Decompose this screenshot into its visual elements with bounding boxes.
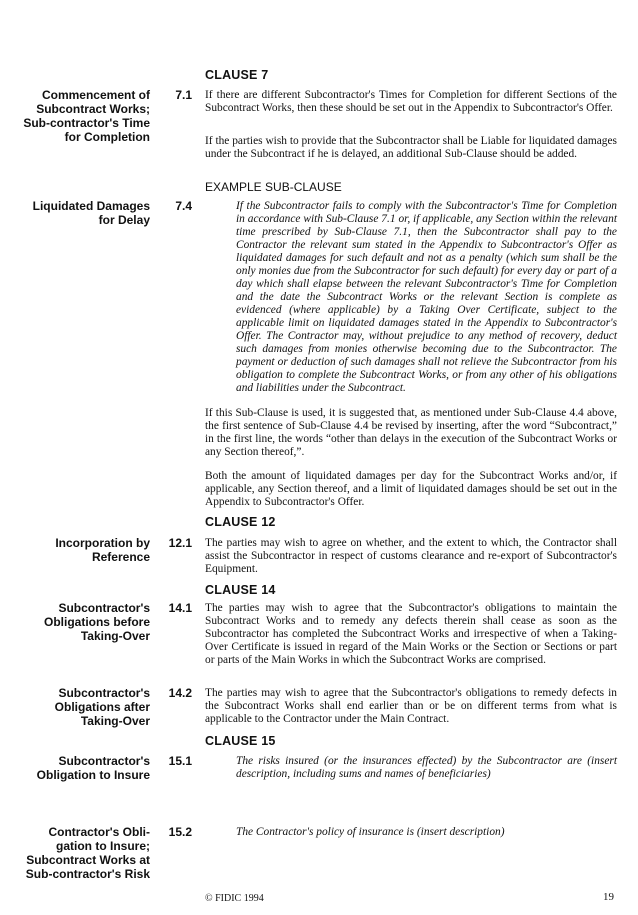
side-heading-commencement: Commencement of Subcontract Works; Sub-contractor's Time for Completion bbox=[23, 88, 150, 144]
sub-clause-number-12-1: 12.1 bbox=[168, 536, 192, 550]
clause-12-heading: CLAUSE 12 bbox=[205, 515, 276, 529]
clause-7-heading: CLAUSE 7 bbox=[205, 68, 269, 82]
example-sub-clause-heading: EXAMPLE SUB-CLAUSE bbox=[205, 180, 342, 194]
side-heading-liquidated-damages: Liquidated Damages for Delay bbox=[32, 199, 150, 227]
clause-15-2-text: The Contractor's policy of insurance is (insert description) bbox=[236, 826, 505, 838]
clause-7-1-paragraph-2: If the parties wish to provide that the Subcontractor shall be Liable for liquidated damages under the Subcontract if he is delayed, an additional Sub-Clause should be added. bbox=[205, 135, 617, 160]
side-heading-obligations-after: Subcontractor's Obligations after Taking-Over bbox=[54, 686, 150, 728]
sub-clause-number-15-1: 15.1 bbox=[168, 754, 192, 768]
sub-clause-number-14-1: 14.1 bbox=[168, 601, 192, 615]
clause-7-1-paragraph-1: If there are different Subcontractor's Times for Completion for different Sections of the Subcontract Works, then these should be set out in the Appendix to Subcontractor's Offer. bbox=[205, 89, 617, 114]
side-heading-obligations-before: Subcontractor's Obligations before Taking-Over bbox=[43, 601, 150, 643]
sub-clause-number-14-2: 14.2 bbox=[168, 686, 192, 700]
side-heading-obligation-to-insure: Subcontractor's Obligation to Insure bbox=[36, 754, 150, 782]
clause-15-1-text: The risks insured (or the insurances effected) by the Subcontractor are (insert description, including sums and names of beneficiaries) bbox=[236, 755, 617, 780]
example-sub-clause-text: If the Subcontractor fails to comply with the Subcontractor's Time for Completion in accordance with Sub-Clause 7.1 or, if applicable, any Section within the relevant time prescribed by Sub-Clause 7.1, then the Subcontractor shall pay to the Contractor the relevant sum stated in the Appendix to Subcontractor's Offer as liquidated damages for such default and not as a penalty (which sum shall be the only monies due from the Subcontractor for such default) for every day or part of a day which shall elapse between the relevant Subcontractor's Time for Completion and the date the Subcontract Works or the relevant Section is complete as evidenced (where applicable) by a Taking Over Certificate, subject to the applicable limit on liquidated damages stated in the Appendix to Subcontractor's Offer. The Contractor may, without prejudice to any method of recovery, deduct such damages from monies otherwise becoming due to the Subcontractor. The payment or deduction of such damages shall not relieve the Subcontractor from his obligation to complete the Subcontract Works, or from any other of his obligations and liabilities under the Subcontract. bbox=[236, 200, 617, 394]
side-heading-contractor-obligation: Contractor's Obli-gation to Insure; Subcontract Works at Sub-contractor's Risk bbox=[25, 825, 150, 881]
sub-clause-number-7-1: 7.1 bbox=[175, 88, 192, 102]
clause-14-2-text: The parties may wish to agree that the Subcontractor's obligations to remedy defects in the Subcontract Works shall end earlier than or be on different terms from what is applicable to the Contractor under the Main Contract. bbox=[205, 687, 617, 725]
side-heading-incorporation: Incorporation by Reference bbox=[55, 536, 150, 564]
sub-clause-number-7-4: 7.4 bbox=[175, 199, 192, 213]
clause-14-1-text: The parties may wish to agree that the Subcontractor's obligations to maintain the Subcontract Works and to remedy any defects therein shall cease as soon as the Subcontractor has completed the Subcontract Works and irrespective of when a Taking-Over Certificate is issued in regard of the Main Works or the Section or Sections or part or parts of the Main Works in which the Subcontract Works are comprised. bbox=[205, 602, 617, 666]
clause-7-paragraph-3: If this Sub-Clause is used, it is suggested that, as mentioned under Sub-Clause 4.4 above, the first sentence of Sub-Clause 4.4 be revised by inserting, after the word “Subcontract,” in the first line, the words “other than delays in the execution of the Subcontract Works or any Section thereof,”. bbox=[205, 407, 617, 458]
sub-clause-number-15-2: 15.2 bbox=[168, 825, 192, 839]
page-number: 19 bbox=[603, 891, 614, 903]
clause-15-heading: CLAUSE 15 bbox=[205, 734, 276, 748]
clause-14-heading: CLAUSE 14 bbox=[205, 583, 276, 597]
copyright-footer: © FIDIC 1994 bbox=[205, 893, 264, 904]
clause-7-paragraph-4: Both the amount of liquidated damages per day for the Subcontract Works and/or, if applicable, any Section thereof, and a limit of liquidated damages should be set out in the Appendix to Subcontractor's Offer. bbox=[205, 470, 617, 508]
clause-12-1-text: The parties may wish to agree on whether, and the extent to which, the Contractor shall assist the Subcontractor in respect of customs clearance and re-export of Subcontractor's Equipment. bbox=[205, 537, 617, 575]
